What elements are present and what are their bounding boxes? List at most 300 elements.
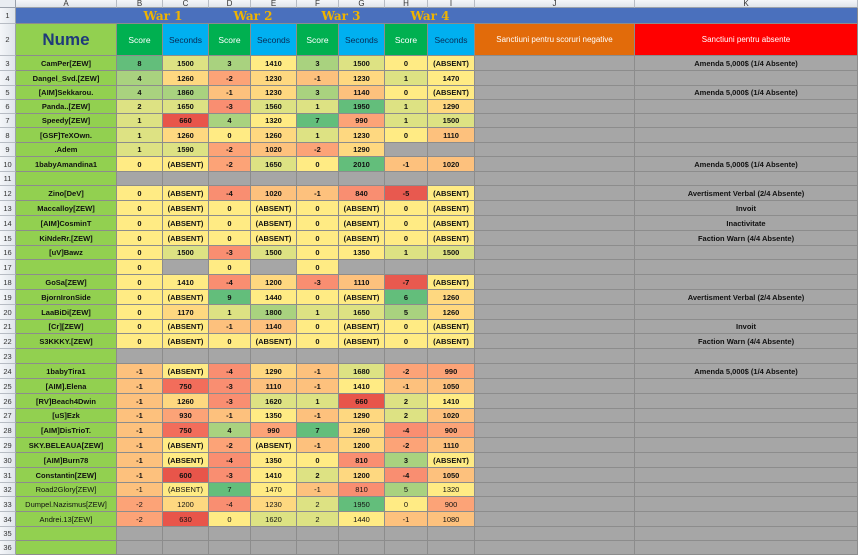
player-name-cell[interactable]: SKY.BELEAUA[ZEW] [16,438,117,453]
seconds-cell[interactable]: 1020 [251,143,297,157]
seconds-header[interactable]: Seconds [251,24,297,56]
row-header-8[interactable]: 8 [0,128,16,143]
seconds-cell[interactable]: 1350 [251,453,297,468]
negative-sanction-cell[interactable] [475,379,635,394]
seconds-cell[interactable] [251,349,297,364]
score-header[interactable]: Score [385,24,428,56]
seconds-cell[interactable]: (ABSENT) [163,216,209,231]
seconds-cell[interactable]: 1500 [163,56,209,71]
negative-sanction-cell[interactable] [475,453,635,468]
seconds-cell[interactable]: 1860 [163,86,209,100]
score-cell[interactable]: 6 [385,290,428,305]
score-cell[interactable]: -3 [297,275,339,290]
score-cell[interactable]: 0 [297,157,339,172]
seconds-cell[interactable]: 1230 [251,71,297,86]
row-header-6[interactable]: 6 [0,100,16,114]
score-cell[interactable]: 0 [117,290,163,305]
seconds-cell[interactable]: 1440 [251,290,297,305]
seconds-cell[interactable] [428,260,475,275]
row-header-28[interactable]: 28 [0,423,16,438]
score-cell[interactable]: -2 [209,157,251,172]
negative-sanction-cell[interactable] [475,334,635,349]
seconds-cell[interactable]: 1500 [428,246,475,260]
row-header-4[interactable]: 4 [0,71,16,86]
negative-sanction-cell[interactable] [475,128,635,143]
seconds-cell[interactable]: 1620 [251,512,297,527]
score-cell[interactable]: 1 [117,143,163,157]
score-cell[interactable]: 1 [385,71,428,86]
score-cell[interactable]: 0 [117,201,163,216]
score-cell[interactable]: 0 [117,216,163,231]
score-cell[interactable]: 0 [297,453,339,468]
score-cell[interactable]: 1 [385,246,428,260]
absence-sanction-cell[interactable] [635,468,858,483]
negative-sanction-cell[interactable] [475,438,635,453]
seconds-cell[interactable]: (ABSENT) [339,216,385,231]
seconds-cell[interactable]: 750 [163,379,209,394]
player-name-cell[interactable]: Speedy[ZEW] [16,114,117,128]
score-cell[interactable]: 0 [209,128,251,143]
negative-sanction-cell[interactable] [475,305,635,320]
seconds-cell[interactable]: 1350 [251,409,297,423]
seconds-cell[interactable] [428,527,475,541]
score-cell[interactable]: 0 [209,334,251,349]
player-name-cell[interactable]: [RV]Beach4Dwin [16,394,117,409]
score-cell[interactable] [385,260,428,275]
seconds-cell[interactable]: 1470 [428,71,475,86]
score-cell[interactable]: -3 [209,246,251,260]
score-cell[interactable]: 0 [117,305,163,320]
row-header-33[interactable]: 33 [0,497,16,512]
absence-sanction-cell[interactable] [635,438,858,453]
score-cell[interactable]: 0 [297,231,339,246]
score-cell[interactable]: 0 [385,86,428,100]
seconds-cell[interactable]: (ABSENT) [163,290,209,305]
seconds-header[interactable]: Seconds [163,24,209,56]
seconds-cell[interactable]: 1410 [251,468,297,483]
score-cell[interactable]: 8 [117,56,163,71]
row-header-26[interactable]: 26 [0,394,16,409]
seconds-cell[interactable]: 1410 [339,379,385,394]
score-cell[interactable] [385,349,428,364]
score-cell[interactable]: 1 [117,128,163,143]
player-name-cell[interactable]: [AIM]Sekkarou. [16,86,117,100]
absence-sanction-cell[interactable] [635,246,858,260]
score-cell[interactable]: -2 [297,143,339,157]
seconds-cell[interactable]: 1320 [251,114,297,128]
row-header-3[interactable]: 3 [0,56,16,71]
seconds-cell[interactable]: 900 [428,497,475,512]
seconds-cell[interactable]: 1290 [251,364,297,379]
player-name-cell[interactable]: .Adem [16,143,117,157]
seconds-cell[interactable]: 1020 [428,409,475,423]
seconds-cell[interactable]: (ABSENT) [339,320,385,334]
negative-sanction-cell[interactable] [475,246,635,260]
seconds-cell[interactable]: (ABSENT) [163,231,209,246]
seconds-cell[interactable]: 1650 [339,305,385,320]
seconds-cell[interactable]: 1230 [339,71,385,86]
row-header-18[interactable]: 18 [0,275,16,290]
score-cell[interactable] [117,527,163,541]
absence-sanction-cell[interactable] [635,512,858,527]
seconds-cell[interactable]: 1110 [428,438,475,453]
player-name-cell[interactable] [16,349,117,364]
score-cell[interactable] [209,172,251,186]
score-cell[interactable]: 0 [297,290,339,305]
seconds-cell[interactable]: 1260 [251,128,297,143]
row-header-29[interactable]: 29 [0,438,16,453]
row-header-32[interactable]: 32 [0,483,16,497]
score-cell[interactable]: -3 [209,468,251,483]
player-name-cell[interactable]: Dumpel.Nazismus[ZEW] [16,497,117,512]
player-name-cell[interactable]: [AIM]CosminT [16,216,117,231]
seconds-cell[interactable]: 1200 [163,497,209,512]
seconds-cell[interactable]: 1110 [428,128,475,143]
score-cell[interactable]: 3 [297,86,339,100]
absence-sanction-cell[interactable] [635,497,858,512]
score-cell[interactable]: 0 [209,260,251,275]
seconds-cell[interactable]: 930 [163,409,209,423]
player-name-cell[interactable]: Dangel_Svd.[ZEW] [16,71,117,86]
player-name-cell[interactable]: Andrei.13[ZEW] [16,512,117,527]
seconds-cell[interactable] [163,349,209,364]
seconds-cell[interactable]: 1500 [428,114,475,128]
score-cell[interactable]: -1 [117,483,163,497]
row-header-12[interactable]: 12 [0,186,16,201]
absence-sanction-cell[interactable]: Invoit [635,201,858,216]
seconds-cell[interactable] [163,541,209,555]
seconds-cell[interactable]: 1680 [339,364,385,379]
score-cell[interactable]: 1 [297,394,339,409]
seconds-cell[interactable] [251,172,297,186]
seconds-cell[interactable]: (ABSENT) [251,334,297,349]
absence-sanction-cell[interactable]: Amenda 5,000$ (1/4 Absente) [635,364,858,379]
negative-sanction-cell[interactable] [475,423,635,438]
score-cell[interactable]: 1 [297,128,339,143]
score-cell[interactable]: 0 [385,320,428,334]
score-header[interactable]: Score [297,24,339,56]
score-cell[interactable]: -1 [297,364,339,379]
seconds-cell[interactable]: (ABSENT) [339,231,385,246]
negative-sanction-cell[interactable] [475,320,635,334]
player-name-cell[interactable]: GoSa[ZEW] [16,275,117,290]
negative-sanction-cell[interactable] [475,394,635,409]
seconds-cell[interactable]: (ABSENT) [251,438,297,453]
seconds-cell[interactable]: (ABSENT) [339,201,385,216]
seconds-cell[interactable]: (ABSENT) [428,334,475,349]
row-header-27[interactable]: 27 [0,409,16,423]
absence-sanction-cell[interactable] [635,453,858,468]
seconds-cell[interactable]: (ABSENT) [163,157,209,172]
score-cell[interactable] [385,541,428,555]
row-header-17[interactable]: 17 [0,260,16,275]
seconds-cell[interactable]: 1560 [251,100,297,114]
player-name-cell[interactable]: Maccalloy[ZEW] [16,201,117,216]
seconds-cell[interactable]: 1260 [163,394,209,409]
player-name-cell[interactable]: Panda..[ZEW] [16,100,117,114]
score-cell[interactable]: 5 [385,483,428,497]
seconds-cell[interactable]: 1620 [251,394,297,409]
seconds-cell[interactable]: 630 [163,512,209,527]
score-cell[interactable]: -1 [297,483,339,497]
score-cell[interactable]: 5 [385,305,428,320]
seconds-cell[interactable]: 1110 [251,379,297,394]
seconds-cell[interactable]: (ABSENT) [251,231,297,246]
player-name-cell[interactable]: KiNdeRr.[ZEW] [16,231,117,246]
row-header-15[interactable]: 15 [0,231,16,246]
seconds-cell[interactable]: 810 [339,483,385,497]
score-cell[interactable]: -4 [209,275,251,290]
row-header-1[interactable]: 1 [0,8,16,24]
seconds-cell[interactable] [339,172,385,186]
negative-sanction-cell[interactable] [475,483,635,497]
seconds-cell[interactable]: 1410 [428,394,475,409]
seconds-cell[interactable]: 900 [428,423,475,438]
negative-sanction-cell[interactable] [475,100,635,114]
score-cell[interactable]: -4 [209,364,251,379]
seconds-cell[interactable]: 810 [339,453,385,468]
score-cell[interactable]: 0 [209,231,251,246]
score-cell[interactable]: 0 [117,157,163,172]
score-cell[interactable]: -1 [385,379,428,394]
seconds-cell[interactable]: 1950 [339,100,385,114]
seconds-cell[interactable]: 660 [339,394,385,409]
seconds-cell[interactable] [339,260,385,275]
absence-sanction-cell[interactable] [635,394,858,409]
score-cell[interactable]: -1 [117,453,163,468]
score-cell[interactable]: 1 [297,305,339,320]
absence-sanction-cell[interactable] [635,114,858,128]
player-name-cell[interactable] [16,527,117,541]
row-header-30[interactable]: 30 [0,453,16,468]
row-header-9[interactable]: 9 [0,143,16,157]
seconds-cell[interactable]: 1470 [251,483,297,497]
seconds-cell[interactable]: 840 [339,186,385,201]
seconds-cell[interactable]: 1230 [251,497,297,512]
negative-scores-sanctions-header[interactable]: Sanctiuni pentru scoruri negative [475,24,635,56]
column-header-b[interactable]: B [117,0,163,8]
score-cell[interactable]: -1 [297,379,339,394]
absence-sanction-cell[interactable] [635,275,858,290]
row-header-23[interactable]: 23 [0,349,16,364]
absence-sanction-cell[interactable] [635,541,858,555]
player-name-cell[interactable]: [AIM]Burn78 [16,453,117,468]
absence-sanction-cell[interactable] [635,409,858,423]
seconds-cell[interactable]: 1200 [339,468,385,483]
score-cell[interactable]: -5 [385,186,428,201]
seconds-cell[interactable]: 1170 [163,305,209,320]
score-header[interactable]: Score [209,24,251,56]
absence-sanction-cell[interactable] [635,172,858,186]
seconds-cell[interactable] [428,349,475,364]
score-cell[interactable] [385,143,428,157]
score-cell[interactable]: 0 [385,201,428,216]
score-cell[interactable]: -4 [209,453,251,468]
absence-sanction-cell[interactable] [635,305,858,320]
score-cell[interactable]: -2 [385,438,428,453]
player-name-cell[interactable]: [GSF]TeXOwn. [16,128,117,143]
score-cell[interactable]: 0 [297,246,339,260]
seconds-cell[interactable] [339,349,385,364]
score-cell[interactable]: -3 [209,379,251,394]
seconds-cell[interactable]: 1140 [251,320,297,334]
score-cell[interactable]: 7 [297,114,339,128]
seconds-cell[interactable]: 1020 [428,157,475,172]
score-cell[interactable]: 1 [385,100,428,114]
seconds-cell[interactable]: 2010 [339,157,385,172]
negative-sanction-cell[interactable] [475,86,635,100]
seconds-cell[interactable]: 1350 [339,246,385,260]
absence-sanction-cell[interactable]: Invoit [635,320,858,334]
absence-sanction-cell[interactable] [635,483,858,497]
negative-sanction-cell[interactable] [475,260,635,275]
negative-sanction-cell[interactable] [475,468,635,483]
score-cell[interactable]: 0 [385,56,428,71]
player-name-cell[interactable]: [AIM]DisTrioT. [16,423,117,438]
score-cell[interactable]: 0 [117,260,163,275]
seconds-cell[interactable]: (ABSENT) [163,186,209,201]
player-name-cell[interactable]: Road2Glory[ZEW] [16,483,117,497]
score-cell[interactable] [117,172,163,186]
seconds-cell[interactable] [163,172,209,186]
negative-sanction-cell[interactable] [475,186,635,201]
player-name-cell[interactable]: CamPer[ZEW] [16,56,117,71]
score-cell[interactable]: -4 [385,468,428,483]
row-header-20[interactable]: 20 [0,305,16,320]
score-cell[interactable]: 0 [117,186,163,201]
score-cell[interactable]: -3 [209,100,251,114]
score-cell[interactable]: 1 [117,114,163,128]
absence-sanction-cell[interactable]: Inactivitate [635,216,858,231]
row-header-11[interactable]: 11 [0,172,16,186]
score-cell[interactable]: 2 [117,100,163,114]
seconds-cell[interactable]: 1140 [339,86,385,100]
seconds-cell[interactable] [339,541,385,555]
score-cell[interactable]: -3 [209,394,251,409]
row-header-24[interactable]: 24 [0,364,16,379]
seconds-cell[interactable]: (ABSENT) [339,334,385,349]
absence-sanction-cell[interactable] [635,423,858,438]
score-cell[interactable]: 2 [297,468,339,483]
seconds-cell[interactable]: 1050 [428,379,475,394]
score-cell[interactable]: 2 [297,512,339,527]
score-cell[interactable]: 0 [209,216,251,231]
seconds-cell[interactable]: 990 [251,423,297,438]
negative-sanction-cell[interactable] [475,216,635,231]
score-cell[interactable]: 7 [297,423,339,438]
seconds-cell[interactable]: 600 [163,468,209,483]
score-header[interactable]: Score [117,24,163,56]
row-header-34[interactable]: 34 [0,512,16,527]
seconds-cell[interactable]: (ABSENT) [163,453,209,468]
seconds-cell[interactable] [251,260,297,275]
score-cell[interactable]: -1 [117,423,163,438]
row-header-36[interactable]: 36 [0,541,16,555]
score-cell[interactable]: 0 [209,201,251,216]
score-cell[interactable]: -1 [209,409,251,423]
absence-sanction-cell[interactable]: Amenda 5,000$ (1/4 Absente) [635,157,858,172]
seconds-cell[interactable]: (ABSENT) [428,453,475,468]
column-header-g[interactable]: G [339,0,385,8]
score-cell[interactable]: -1 [297,71,339,86]
column-header-f[interactable]: F [297,0,339,8]
player-name-cell[interactable]: [uV]Bawz [16,246,117,260]
seconds-cell[interactable]: 1260 [163,128,209,143]
score-cell[interactable]: -1 [209,86,251,100]
column-header-j[interactable]: J [475,0,635,8]
seconds-cell[interactable]: 1500 [339,56,385,71]
score-cell[interactable]: 0 [385,216,428,231]
absence-sanction-cell[interactable] [635,100,858,114]
negative-sanction-cell[interactable] [475,157,635,172]
seconds-cell[interactable]: 1230 [339,128,385,143]
seconds-cell[interactable]: 1800 [251,305,297,320]
seconds-cell[interactable]: (ABSENT) [428,216,475,231]
absence-sanction-cell[interactable]: Avertisment Verbal (2/4 Absente) [635,290,858,305]
negative-sanction-cell[interactable] [475,512,635,527]
score-cell[interactable]: 4 [209,423,251,438]
score-cell[interactable]: 0 [297,216,339,231]
seconds-cell[interactable]: (ABSENT) [339,290,385,305]
seconds-cell[interactable] [428,541,475,555]
seconds-cell[interactable]: (ABSENT) [428,201,475,216]
score-cell[interactable]: 0 [117,246,163,260]
score-cell[interactable]: -2 [117,497,163,512]
player-name-cell[interactable]: LaaBiDi[ZEW] [16,305,117,320]
negative-sanction-cell[interactable] [475,71,635,86]
player-name-cell[interactable]: Zino[DeV] [16,186,117,201]
score-cell[interactable]: -2 [209,143,251,157]
score-cell[interactable]: 0 [297,201,339,216]
seconds-cell[interactable]: 1260 [163,71,209,86]
absence-sanctions-header[interactable]: Sanctiuni pentru absente [635,24,858,56]
absence-sanction-cell[interactable] [635,71,858,86]
score-cell[interactable]: -2 [209,71,251,86]
player-name-cell[interactable] [16,541,117,555]
negative-sanction-cell[interactable] [475,114,635,128]
score-cell[interactable]: 3 [297,56,339,71]
player-name-cell[interactable]: 1babyTira1 [16,364,117,379]
seconds-cell[interactable]: 1650 [163,100,209,114]
row-header-10[interactable]: 10 [0,157,16,172]
score-cell[interactable]: -7 [385,275,428,290]
row-header-13[interactable]: 13 [0,201,16,216]
score-cell[interactable]: -1 [117,409,163,423]
score-cell[interactable] [117,349,163,364]
score-cell[interactable]: 0 [385,128,428,143]
seconds-cell[interactable] [428,143,475,157]
negative-sanction-cell[interactable] [475,143,635,157]
column-header-e[interactable]: E [251,0,297,8]
score-cell[interactable]: 0 [297,260,339,275]
absence-sanction-cell[interactable]: Avertisment Verbal (2/4 Absente) [635,186,858,201]
seconds-cell[interactable]: 1260 [339,423,385,438]
negative-sanction-cell[interactable] [475,231,635,246]
row-header-21[interactable]: 21 [0,320,16,334]
score-cell[interactable]: 0 [209,512,251,527]
score-cell[interactable]: 3 [385,453,428,468]
negative-sanction-cell[interactable] [475,409,635,423]
score-cell[interactable] [385,527,428,541]
seconds-cell[interactable]: 1050 [428,468,475,483]
score-cell[interactable]: -2 [117,512,163,527]
row-header-22[interactable]: 22 [0,334,16,349]
seconds-cell[interactable]: 1200 [251,275,297,290]
seconds-cell[interactable]: 1200 [339,438,385,453]
score-cell[interactable]: 2 [297,497,339,512]
seconds-cell[interactable]: 1590 [163,143,209,157]
score-cell[interactable] [297,527,339,541]
